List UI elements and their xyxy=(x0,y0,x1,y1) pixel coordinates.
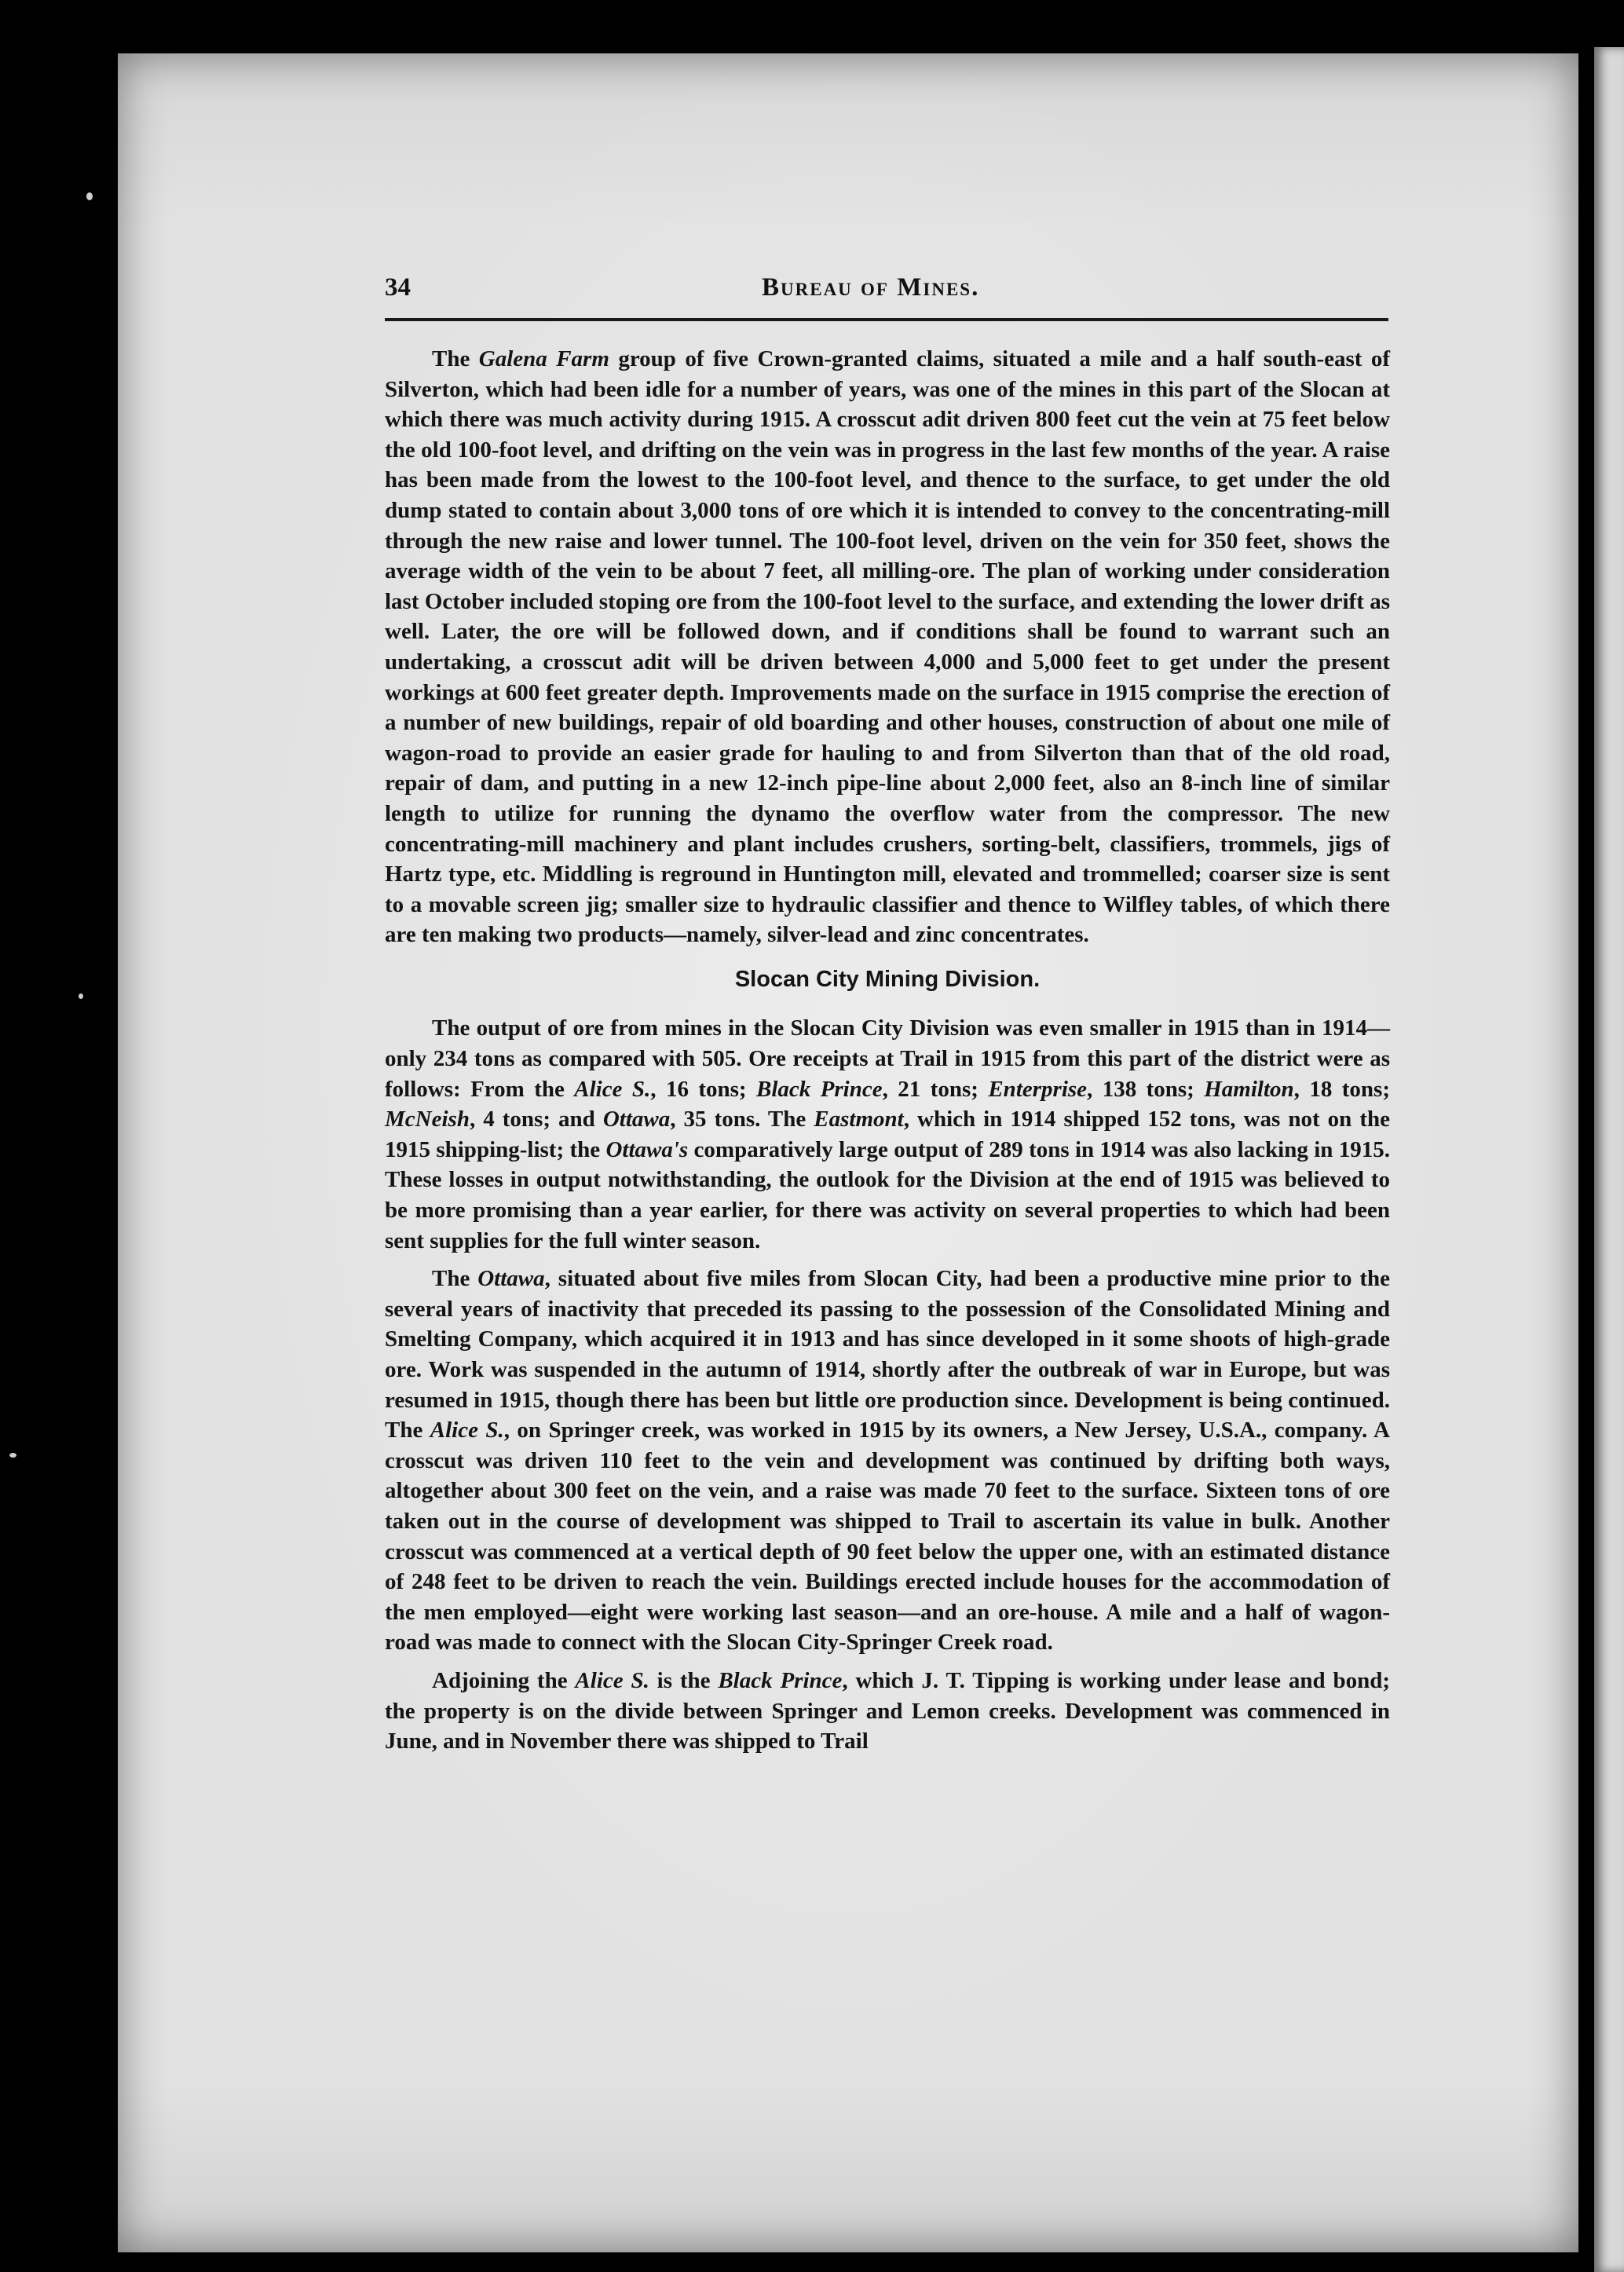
property-name: Eastmont xyxy=(814,1107,904,1132)
running-head: Bureau of Mines. xyxy=(762,273,980,302)
text-run: Adjoining the xyxy=(432,1667,576,1693)
property-name: Ottawa xyxy=(602,1107,671,1132)
property-name: Black Prince xyxy=(756,1076,883,1102)
page-number: 34 xyxy=(385,273,411,302)
adjacent-page-edge xyxy=(1594,47,1624,2272)
section-heading: Slocan City Mining Division. xyxy=(734,966,1041,992)
body-text xyxy=(385,344,1390,1757)
page-header xyxy=(385,273,1388,308)
text-run: The output of ore from mines in the Slocan City Division was even smaller in 1915 than in 1914—only 234 tons as compared with 505. Ore receipts at Trail in 1915 from this part of the district were as follows: From the xyxy=(385,1015,1390,1102)
property-name: Ottawa's xyxy=(605,1136,689,1162)
text-run: , 18 tons; xyxy=(1293,1076,1390,1102)
header-rule xyxy=(385,318,1388,321)
text-run: , 21 tons; xyxy=(882,1076,989,1102)
property-name: Enterprise xyxy=(988,1076,1088,1102)
scan-speck xyxy=(9,1453,16,1458)
paragraph-slocan-output xyxy=(385,1013,1390,1256)
scan-speck xyxy=(86,192,93,200)
text-run: , situated about five miles from Slocan City, had been a productive mine prior to the several years of inactivity that preceded its passing to the possession of the Consolidated Mining and Smelting Company, which acquired it in 1913 and has since developed in it some shoots of high-grade ore. Work was suspended in the autumn of 1914, shortly after the outbreak of war in Europe, but was resumed in 1915, though there has been but little ore production since. Development is being continued. The xyxy=(385,1266,1390,1443)
text-run: group of five Crown-granted claims, situated a mile and a half south-east of Silverton, which had been idle for a number of years, was one of the mines in this part of the Slocan at which there was much activity during 1915. A crosscut adit driven 800 feet cut the vein at 75 feet below the old 100-foot level, and drifting on the vein was in progress in the last few months of the year. A raise has been made from the lowest to the 100-foot level, and thence to the surface, to get under the old dump stated to contain about 3,000 tons of ore which it is intended to convey to the concentrating-mill through the new raise and lower tunnel. The 100-foot level, driven on the vein for 350 feet, shows the average width of the vein to be about 7 feet, all milling-ore. The plan of working under consideration last October included stoping ore from the 100-foot level to the surface, and extending the lower drift as well. Later, the ore will be followed down, and if conditions shall be found to warrant such an undertaking, a crosscut adit will be driven between 4,000 and 5,000 feet to get under the present workings at 600 feet greater depth. Improvements made on the surface in 1915 comprise the erection of a number of new buildings, repair of old boarding and other houses, construction of about one mile of wagon-road to provide an easier grade for hauling to and from Silverton than that of the old road, repair of dam, and putting in a new 12-inch pipe-line about 2,000 feet, also an 8-inch line of similar length to utilize for running the dynamo the overflow water from the compressor. The new concentrating-mill machinery and plant includes crushers, sorting-belt, classifiers, trommels, jigs of Hartz type, etc. Middling is reground in Huntington mill, elevated and trommelled; coarser size is sent to a movable screen jig; smaller size to hydraulic classifier and thence to Wilfley tables, of which there are ten making two products—namely, silver-lead and zinc concentrates. xyxy=(385,346,1391,948)
paragraph-ottawa xyxy=(385,1264,1390,1658)
text-run: , which J. T. Tipping is working under lease and bond; the property is on the divide between Springer and Lemon creeks. Development was commenced in June, and in November there was shipped to Trail xyxy=(385,1667,1390,1754)
text-run: The xyxy=(432,346,479,371)
text-run: , 16 tons; xyxy=(650,1076,756,1102)
property-name: Black Prince xyxy=(718,1667,843,1693)
text-run: , 35 tons. The xyxy=(670,1107,814,1132)
paragraph-galena-farm xyxy=(385,344,1390,950)
property-name: Alice S. xyxy=(575,1667,649,1693)
property-name: Alice S. xyxy=(430,1418,504,1443)
text-run: comparatively large output of 289 tons in 1914 was also lacking in 1915. These losses in output notwithstanding, the outlook for the Division at the end of 1915 was believed to be more promising than a year earlier, for there was activity on several properties to which had been sent supplies for the full winter season. xyxy=(385,1136,1390,1253)
text-run: is the xyxy=(649,1667,719,1693)
text-run: , which in 1914 shipped 152 tons, was not on the 1915 shipping-list; the xyxy=(385,1107,1391,1162)
paragraph-black-prince xyxy=(385,1666,1390,1757)
property-name: Alice S. xyxy=(574,1076,651,1102)
text-run: , on Springer creek, was worked in 1915 by its owners, a New Jersey, U.S.A., company. A crosscut was driven 110 feet to the vein and development was continued by drifting both ways, altogether about 300 feet on the vein, and a raise was made 70 feet to the surface. Sixteen tons of ore taken out in the course of development was shipped to Trail to ascertain its value in bulk. Another crosscut was commenced at a vertical depth of 90 feet below the upper one, with an estimated distance of 248 feet to be driven to reach the vein. Buildings erected include houses for the accommodation of the men employed—eight were working last season—and an ore-house. A mile and a half of wagon-road was made to connect with the Slocan City-Springer Creek road. xyxy=(385,1418,1390,1656)
scan-speck xyxy=(79,993,83,999)
text-run: , 4 tons; and xyxy=(469,1107,603,1132)
text-run: , 138 tons; xyxy=(1087,1076,1205,1102)
property-name: Galena Farm xyxy=(478,346,609,371)
property-name: Hamilton xyxy=(1204,1076,1294,1102)
property-name: McNeish xyxy=(385,1107,470,1132)
property-name: Ottawa xyxy=(477,1266,545,1292)
text-run: The xyxy=(432,1266,478,1292)
